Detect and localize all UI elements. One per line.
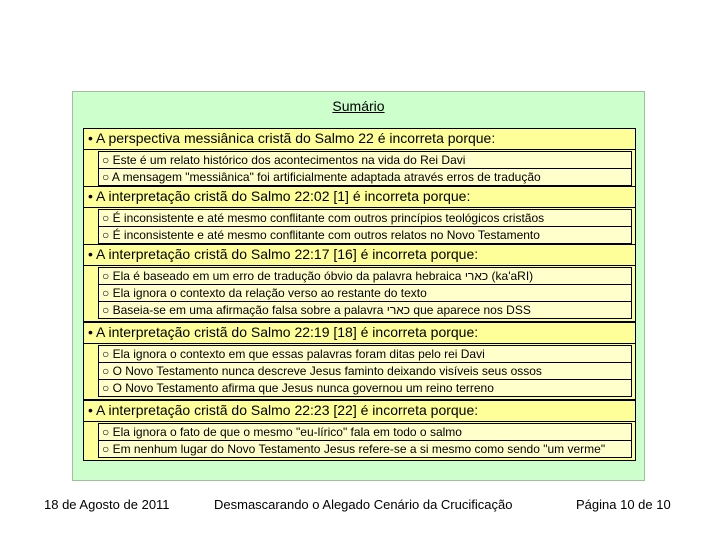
list-item: ○ O Novo Testamento afirma que Jesus nunca governou um reino terreno <box>102 381 494 395</box>
list-item: ○ Em nenhum lugar do Novo Testamento Jesus refere-se a si mesmo como sendo "um verme" <box>102 442 606 456</box>
section-2 <box>83 186 636 247</box>
list-item: ○ Este é um relato histórico dos acontecimentos na vida do Rei Davi <box>99 152 631 169</box>
section-items <box>98 423 632 458</box>
list-item: ○ Ela é baseado em um erro de tradução óbvio da palavra hebraica כארי (ka'aRI) <box>99 268 631 285</box>
list-item: ○ O Novo Testamento nunca descreve Jesus faminto deixando visíveis seus ossos <box>99 363 631 380</box>
section-4 <box>83 322 636 400</box>
section-heading: • A interpretação cristã do Salmo 22:17 [16] é incorreta porque: <box>84 245 635 266</box>
list-item: ○ Ela ignora o contexto em que essas palavras foram ditas pelo rei Davi <box>99 346 631 363</box>
section-items <box>98 267 632 319</box>
section-3 <box>83 244 636 322</box>
section-items <box>98 151 632 186</box>
footer-title: Desmascarando o Alegado Cenário da Crucificação <box>214 497 513 512</box>
section-1 <box>83 128 636 189</box>
list-item: ○ Baseia-se em uma afirmação falsa sobre a palavra כארי que aparece nos DSS <box>102 303 531 317</box>
list-item: ○ É inconsistente e até mesmo conflitante com outros relatos no Novo Testamento <box>102 228 540 242</box>
section-heading: • A interpretação cristã do Salmo 22:23 [22] é incorreta porque: <box>84 401 635 422</box>
summary-panel <box>72 91 645 481</box>
list-item: ○ A mensagem "messiânica" foi artificialmente adaptada através erros de tradução <box>102 170 541 184</box>
list-item: ○ É inconsistente e até mesmo conflitante com outros princípios teológicos cristãos <box>99 210 631 227</box>
section-5 <box>83 400 636 461</box>
section-heading: • A interpretação cristã do Salmo 22:19 [18] é incorreta porque: <box>84 323 635 344</box>
footer-page-number: Página 10 de 10 <box>576 497 671 512</box>
section-heading: • A interpretação cristã do Salmo 22:02 [1] é incorreta porque: <box>84 187 635 208</box>
section-items <box>98 209 632 244</box>
section-heading: • A perspectiva messiânica cristã do Salmo 22 é incorreta porque: <box>84 129 635 150</box>
footer-date: 18 de Agosto de 2011 <box>44 497 170 512</box>
section-items <box>98 345 632 397</box>
list-item: ○ Ela ignora o fato de que o mesmo "eu-lírico" fala em todo o salmo <box>99 424 631 441</box>
list-item: ○ Ela ignora o contexto da relação verso ao restante do texto <box>99 285 631 302</box>
summary-title: Sumário <box>332 98 385 114</box>
